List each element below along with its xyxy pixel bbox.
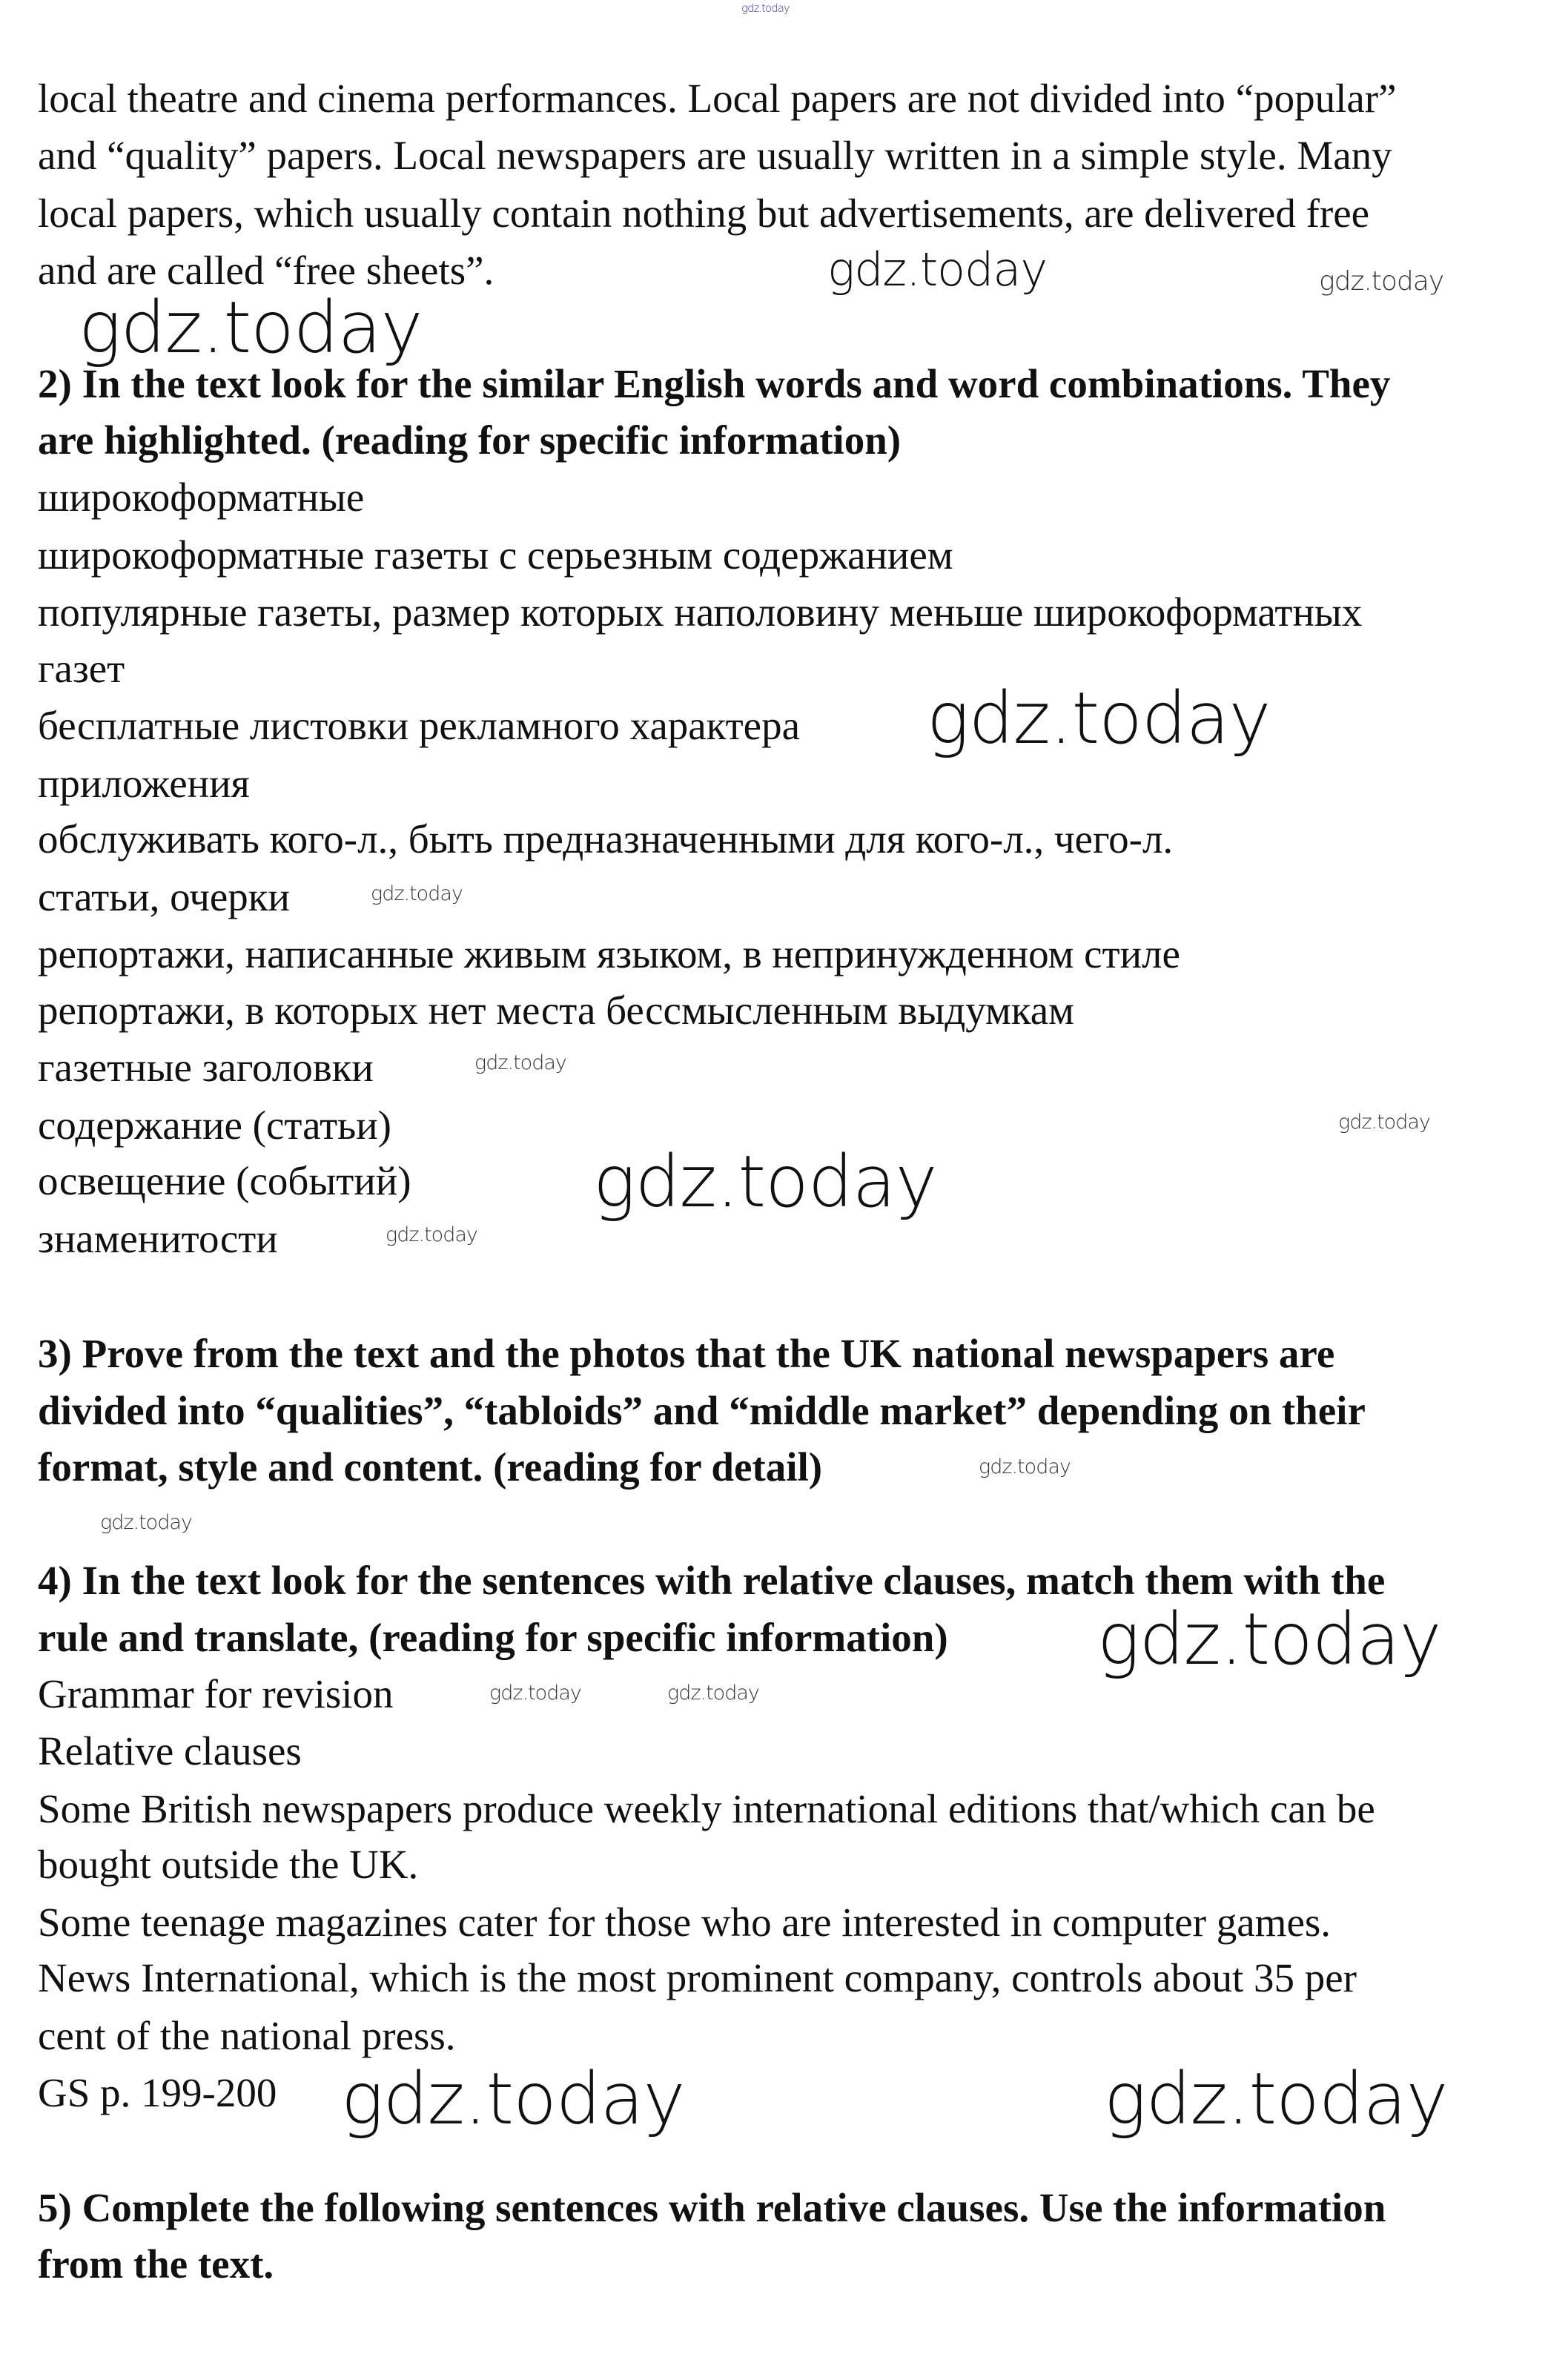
vocab-item: репортажи, в которых нет места бессмысленным выдумкам (38, 988, 1074, 1033)
vocab-item: обслуживать кого-л., быть предназначенными для кого-л., чего-л. (38, 816, 1174, 862)
vocab-item: знаменитости (38, 1216, 278, 1261)
watermark: gdz.today (474, 1051, 566, 1074)
task3-heading: 3) Prove from the text and the photos that the UK national newspapers are (38, 1331, 1335, 1376)
task4-heading: 4) In the text look for the sentences with relative clauses, match them with the (38, 1558, 1386, 1603)
watermark: gdz.today (667, 1682, 759, 1705)
watermark: gdz.today (371, 882, 463, 905)
paragraph-line: local theatre and cinema performances. Local papers are not divided into “popular” (38, 76, 1397, 121)
task4-line: Grammar for revision (38, 1671, 394, 1716)
vocab-item: широкоформатные (38, 475, 365, 520)
task4-line: News International, which is the most prominent company, controls about 35 per (38, 1955, 1357, 2000)
task4-line: Some teenage magazines cater for those who are interested in computer games. (38, 1900, 1332, 1945)
paragraph-line: local papers, which usually contain nothing but advertisements, are delivered free (38, 191, 1370, 236)
vocab-item: содержание (статьи) (38, 1103, 391, 1148)
watermark: gdz.today (593, 1140, 937, 1223)
watermark: gdz.today (386, 1223, 477, 1246)
vocab-item: газет (38, 646, 125, 691)
paragraph-line: and “quality” papers. Local newspapers are usually written in a simple style. Many (38, 133, 1392, 178)
vocab-item: репортажи, написанные живым языком, в непринужденном стиле (38, 931, 1180, 976)
vocab-item: освещение (событий) (38, 1158, 411, 1203)
vocab-item: широкоформатные газеты с серьезным содержанием (38, 532, 953, 578)
task2-heading: 2) In the text look for the similar English words and word combinations. They (38, 361, 1391, 406)
vocab-item: популярные газеты, размер которых наполовину меньше широкоформатных (38, 589, 1363, 635)
watermark: gdz.today (341, 2057, 685, 2141)
task4-line: Relative clauses (38, 1728, 302, 1774)
task3-heading: divided into “qualities”, “tabloids” and “middle market” depending on their (38, 1388, 1366, 1433)
watermark: gdz.today (741, 1, 790, 15)
watermark: gdz.today (1097, 1598, 1441, 1681)
task4-line: Some British newspapers produce weekly international editions that/which can be (38, 1786, 1375, 1831)
vocab-item: статьи, очерки (38, 874, 290, 919)
task5-heading: from the text. (38, 2241, 274, 2287)
task4-heading: rule and translate, (reading for specific information) (38, 1615, 948, 1660)
vocab-item: приложения (38, 761, 250, 806)
task2-heading: are highlighted. (reading for specific information) (38, 417, 902, 463)
vocab-item: газетные заголовки (38, 1045, 374, 1090)
task5-heading: 5) Complete the following sentences with relative clauses. Use the information (38, 2185, 1386, 2230)
vocab-item: бесплатные листовки рекламного характера (38, 703, 801, 748)
task4-line: GS p. 199-200 (38, 2070, 277, 2115)
watermark: gdz.today (1338, 1111, 1430, 1134)
watermark: gdz.today (489, 1682, 581, 1705)
task3-heading: format, style and content. (reading for detail) (38, 1444, 823, 1490)
watermark: gdz.today (979, 1455, 1071, 1478)
task4-line: cent of the national press. (38, 2013, 456, 2058)
watermark: gdz.today (1319, 266, 1444, 297)
paragraph-line: and are called “free sheets”. (38, 248, 494, 293)
task4-line: bought outside the UK. (38, 1842, 419, 1887)
watermark: gdz.today (1104, 2057, 1448, 2141)
watermark: gdz.today (927, 677, 1271, 760)
watermark: gdz.today (827, 242, 1048, 297)
watermark: gdz.today (100, 1511, 192, 1534)
watermark: gdz.today (79, 286, 423, 369)
